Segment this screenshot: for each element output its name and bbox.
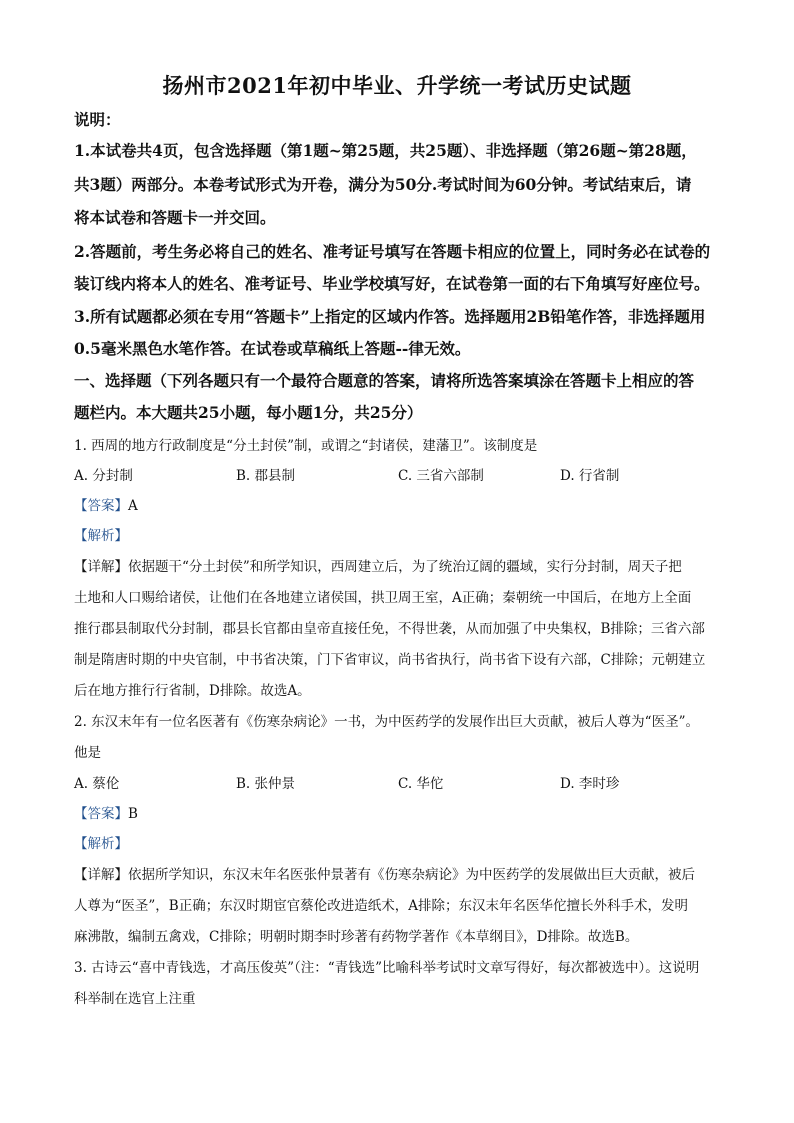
option-c: C. 华佗 (398, 776, 444, 792)
answer-line (74, 494, 734, 514)
detail-line: 麻沸散，编制五禽戏，C排除；明朝时期李时珍著有药物学著作《本草纲目》，D排除。故选B。 (74, 929, 639, 945)
question-stem: 2. 东汉末年有一位名医著有《伤寒杂病论》一书，为中医药学的发展作出巨大贡献，被后人尊为“医圣”。 (74, 714, 699, 730)
option-d: D. 李时珍 (560, 776, 620, 792)
instruction-line: 3.所有试题都必须在专用“答题卡”上指定的区域内作答。选择题用2B铅笔作答，非选择题用 (74, 307, 706, 326)
instruction-line: 1.本试卷共4页，包含选择题（第1题~第25题，共25题）、非选择题（第26题~第28题， (74, 141, 697, 160)
detail-line: 推行郡县制取代分封制，郡县长官都由皇帝直接任免，不得世袭，从而加强了中央集权，B排除；三省六部 (74, 621, 705, 637)
section-heading: 一、选择题（下列各题只有一个最符合题意的答案，请将所选答案填涂在答题卡上相应的答 (74, 371, 695, 390)
detail-text: 依据所学知识，东汉末年名医张仲景著有《伤寒杂病论》为中医药学的发展做出巨大贡献，被后 (128, 867, 695, 883)
page-title: 扬州市2021年初中毕业、升学统一考试历史试题 (162, 73, 632, 98)
instruction-line: 装订线内将本人的姓名、准考证号、毕业学校填写好，在试卷第一面的右下角填写好座位号。 (74, 274, 710, 293)
answer-tag: 【答案】 (74, 498, 128, 514)
option-a: A. 分封制 (74, 468, 133, 484)
instruction-line: 2.答题前，考生务必将自己的姓名、准考证号填写在答题卡相应的位置上，同时务必在试卷的 (74, 242, 711, 261)
answer-value: A (128, 498, 138, 514)
instruction-line: 共3题）两部分。本卷考试形式为开卷，满分为50分.考试时间为60分钟。考试结束后，请 (74, 175, 692, 194)
detail-line (74, 555, 734, 575)
option-d: D. 行省制 (560, 468, 620, 484)
detail-text: 依据题干“分土封侯”和所学知识，西周建立后，为了统治辽阔的疆域，实行分封制，周天子把 (128, 559, 682, 575)
answer-tag: 【答案】 (74, 806, 128, 822)
question-stem: 他是 (74, 745, 101, 761)
detail-line: 后在地方推行行省制，D排除。故选A。 (74, 683, 311, 699)
answer-line (74, 802, 734, 822)
question-stem: 科举制在选官上注重 (74, 991, 196, 1007)
detail-line: 制是隋唐时期的中央官制，中书省决策，门下省审议，尚书省执行，尚书省下设有六部，C排除；元朝建立 (74, 652, 706, 668)
detail-line: 人尊为“医圣”，B正确；东汉时期宦官蔡伦改进造纸术，A排除；东汉末年名医华佗擅长外科手术，发明 (74, 898, 688, 914)
section-heading: 题栏内。本大题共25小题，每小题1分，共25分） (74, 403, 423, 422)
detail-line: 土地和人口赐给诸侯，让他们在各地建立诸侯国，拱卫周王室，A正确；秦朝统一中国后，在地方上全面 (74, 590, 692, 606)
answer-value: B (128, 806, 138, 822)
option-a: A. 蔡伦 (74, 776, 120, 792)
analysis-tag: 【解析】 (74, 836, 128, 852)
instructions-label: 说明： (74, 110, 121, 129)
instruction-line: 0.5毫米黑色水笔作答。在试卷或草稿纸上答题--律无效。 (74, 339, 471, 358)
question-stem: 3. 古诗云“喜中青钱选，才高压俊英”（注：“青钱选”比喻科举考试时文章写得好，每次都被选中）。这说明 (74, 960, 700, 976)
option-c: C. 三省六部制 (398, 468, 484, 484)
detail-tag: 【详解】 (74, 867, 128, 883)
analysis-tag: 【解析】 (74, 528, 128, 544)
option-b: B. 张仲景 (236, 776, 296, 792)
detail-tag: 【详解】 (74, 559, 128, 575)
option-b: B. 郡县制 (236, 468, 296, 484)
instruction-line: 将本试卷和答题卡一并交回。 (74, 208, 276, 227)
question-stem: 1. 西周的地方行政制度是“分土封侯”制，或谓之“封诸侯，建藩卫”。该制度是 (74, 438, 538, 454)
detail-line (74, 863, 734, 883)
